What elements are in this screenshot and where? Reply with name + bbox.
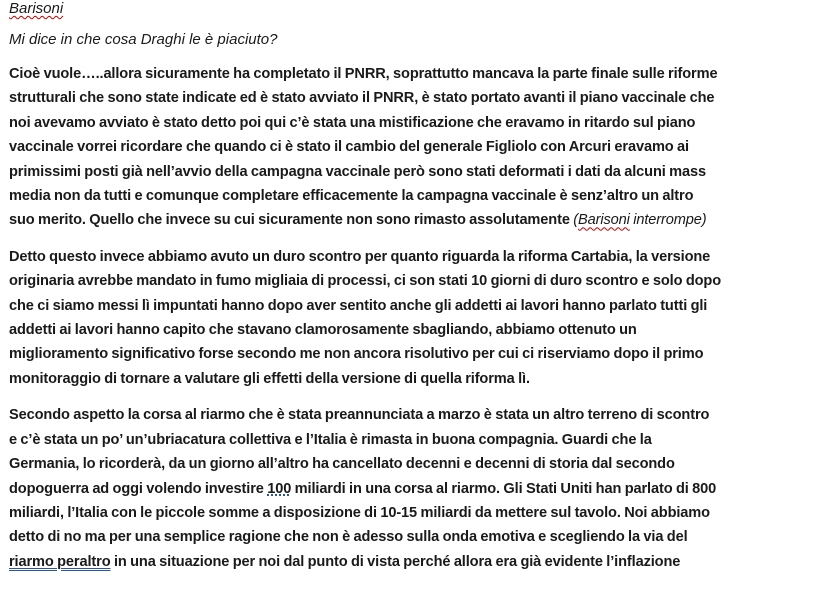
text-line: miglioramento significativo forse secondo me non ancora risolutivo per cui ci riserviamo dopo il primo [9, 346, 704, 363]
text-line: noi avevamo avviato è stato detto poi qui c’è stata una mistificazione che eravamo in ritardo sul piano [9, 114, 696, 131]
text-line: monitoraggio di tornare a valutare gli effetti della versione di quella riforma lì. [9, 370, 530, 387]
text-line: originaria avrebbe mandato in fumo migliaia di processi, ci son stati 10 giorni di duro scontro e solo dopo [9, 273, 722, 290]
line-text: in una situazione per noi dal punto di vista perché allora era già evidente l’inflazione [110, 553, 681, 570]
text-line: Germania, lo ricorderà, da un giorno all’altro ha cancellato decenni e decenni di storia dal secondo [9, 456, 675, 473]
interviewer-question: Mi dice in che cosa Draghi le è piaciuto? [9, 31, 278, 48]
flagged-number: 100 [267, 480, 292, 497]
answer-paragraph-3 [9, 403, 815, 574]
text-line: vaccinale vorrei ricordare che quando ci è stato il cambio del generale Figliolo con Arcuri eravamo ai [9, 139, 689, 156]
last-line-text: suo merito. Quello che invece su cui sicuramente non sono rimasto assolutamente [9, 212, 570, 229]
text-line [9, 208, 815, 232]
aside-rest: interrompe) [629, 212, 707, 229]
text-line: Cioè vuole…..allora sicuramente ha completato il PNRR, soprattutto mancava la parte finale sulle riforme [9, 66, 718, 82]
grammar-flagged-phrase: riarmo peraltro [9, 553, 111, 570]
text-line: miliardi, l’Italia con le piccole somme a disposizione di 10-15 miliardi da mettere sul tavolo. Noi abbiamo [9, 504, 710, 521]
text-line [9, 550, 815, 574]
document-page[interactable] [9, 0, 815, 586]
line-text: miliardi in una corsa al riarmo. Gli Stati Uniti han parlato di 800 [291, 480, 717, 497]
line-text: dopoguerra ad oggi volendo investire [9, 480, 268, 497]
text-line: e c’è stata un po’ un’ubriacatura collettiva e l’Italia è rimasta in buona compagnia. Guardi che la [9, 431, 652, 448]
text-line [9, 477, 815, 501]
text-line: addetti ai lavori hanno capito che stavano clamorosamente sbagliando, abbiamo ottenuto un [9, 322, 637, 339]
speaker-name [9, 0, 815, 18]
text-line: Secondo aspetto la corsa al riarmo che è stata preannunciata a marzo è stata un altro terreno di scontro [9, 407, 710, 424]
aside-speaker-name: Barisoni [578, 212, 630, 229]
answer-paragraph-1 [9, 62, 815, 233]
text-line: Detto questo invece abbiamo avuto un duro scontro per quanto riguarda la riforma Cartabia, la versione [9, 248, 711, 265]
aside-paren: ( [573, 212, 579, 229]
stage-direction [573, 212, 706, 228]
answer-paragraph-2 [9, 245, 815, 391]
text-line: che ci siamo messi lì impuntati hanno dopo aver sentito anche gli addetti ai lavori hanno parlato tutti gli [9, 297, 708, 314]
speaker-name-text: Barisoni [9, 0, 64, 17]
text-line: detto di no ma per una semplice ragione che non è adesso sulla onda emotiva e scegliendo la via del [9, 529, 688, 546]
text-line: primissimi posti già nell’avvio della campagna vaccinale però sono stati deformati i dati da alcuni mass [9, 163, 706, 180]
text-line: media non da tutti e comunque completare efficacemente la campagna vaccinale è senz’altro un altro [9, 188, 694, 205]
text-line: strutturali che sono state indicate ed è stato avviato il PNRR, è stato portato avanti il piano vaccinale che [9, 90, 715, 107]
